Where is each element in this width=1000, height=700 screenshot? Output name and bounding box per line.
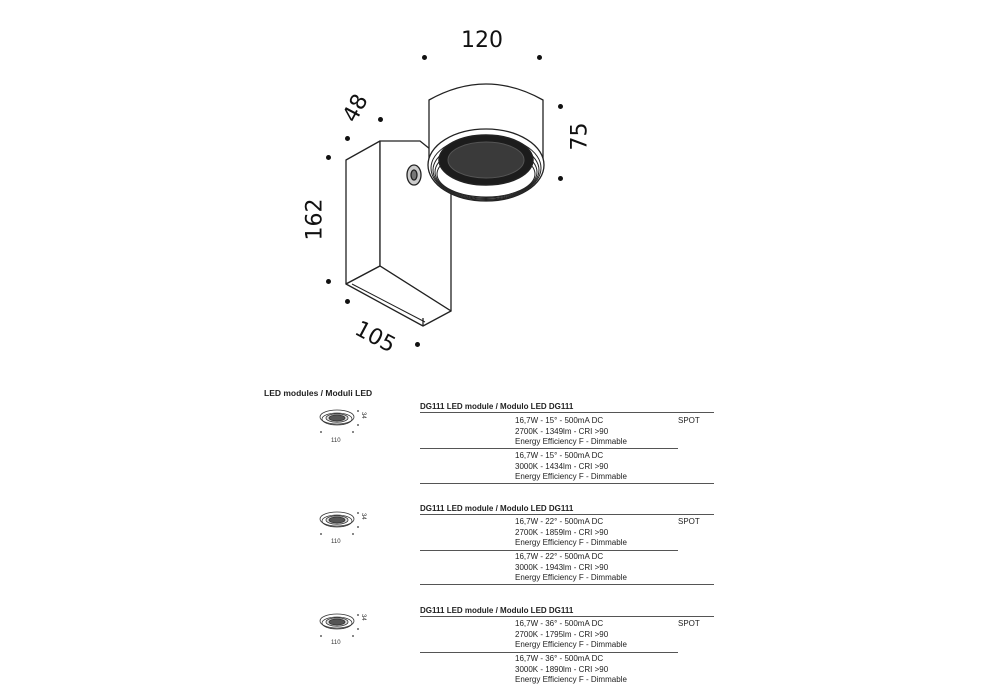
dim-dot bbox=[326, 279, 331, 284]
led-module-icon bbox=[312, 403, 372, 453]
module-option: 16,7W - 15° - 500mA DC 3000K - 1434lm - CRI >90 Energy Efficiency F - Dimmable bbox=[515, 451, 627, 481]
mini-dim-height: 34 bbox=[360, 412, 366, 419]
mini-dim-width: 110 bbox=[331, 539, 341, 545]
module-option: 16,7W - 22° - 500mA DC 3000K - 1943lm - CRI >90 Energy Efficiency F - Dimmable bbox=[515, 552, 627, 582]
module-block bbox=[420, 606, 714, 700]
module-title: DG111 LED module / Modulo LED DG111 bbox=[420, 504, 574, 513]
dim-dot bbox=[558, 104, 563, 109]
module-option: 16,7W - 36° - 500mA DC 2700K - 1795lm - CRI >90 Energy Efficiency F - Dimmable bbox=[515, 619, 627, 649]
dim-top-width: 120 bbox=[461, 28, 503, 53]
module-option: 16,7W - 22° - 500mA DC 2700K - 1859lm - CRI >90 Energy Efficiency F - Dimmable bbox=[515, 517, 627, 547]
module-option: 16,7W - 36° - 500mA DC 3000K - 1890lm - CRI >90 Energy Efficiency F - Dimmable bbox=[515, 654, 627, 684]
dim-dot bbox=[558, 176, 563, 181]
mini-dim-height: 34 bbox=[360, 513, 366, 520]
module-type-tag: SPOT bbox=[678, 517, 700, 526]
module-title: DG111 LED module / Modulo LED DG111 bbox=[420, 402, 574, 411]
mini-dim-width: 110 bbox=[331, 438, 341, 444]
module-block bbox=[420, 402, 714, 486]
module-type-tag: SPOT bbox=[678, 416, 700, 425]
modules-section-title: LED modules / Moduli LED bbox=[264, 388, 373, 398]
dim-head-height: 75 bbox=[567, 122, 593, 151]
mini-dim-height: 34 bbox=[360, 614, 366, 621]
module-title: DG111 LED module / Modulo LED DG111 bbox=[420, 606, 574, 615]
dim-dot bbox=[326, 155, 331, 160]
bracket-plate bbox=[346, 141, 380, 284]
dim-dot bbox=[537, 55, 542, 60]
head-lens bbox=[428, 129, 544, 201]
dim-dot bbox=[415, 342, 420, 347]
dim-dot bbox=[345, 136, 350, 141]
dim-base-height: 162 bbox=[302, 198, 328, 241]
dim-base-width: 105 bbox=[350, 316, 400, 359]
module-block bbox=[420, 504, 714, 588]
module-option: 16,7W - 15° - 500mA DC 2700K - 1349lm - CRI >90 Energy Efficiency F - Dimmable bbox=[515, 416, 627, 446]
dim-dot bbox=[422, 55, 427, 60]
dim-dot bbox=[345, 299, 350, 304]
dim-dot bbox=[378, 117, 383, 122]
mini-dim-width: 110 bbox=[331, 640, 341, 646]
module-type-tag: SPOT bbox=[678, 619, 700, 628]
dim-depth: 48 bbox=[338, 90, 374, 127]
